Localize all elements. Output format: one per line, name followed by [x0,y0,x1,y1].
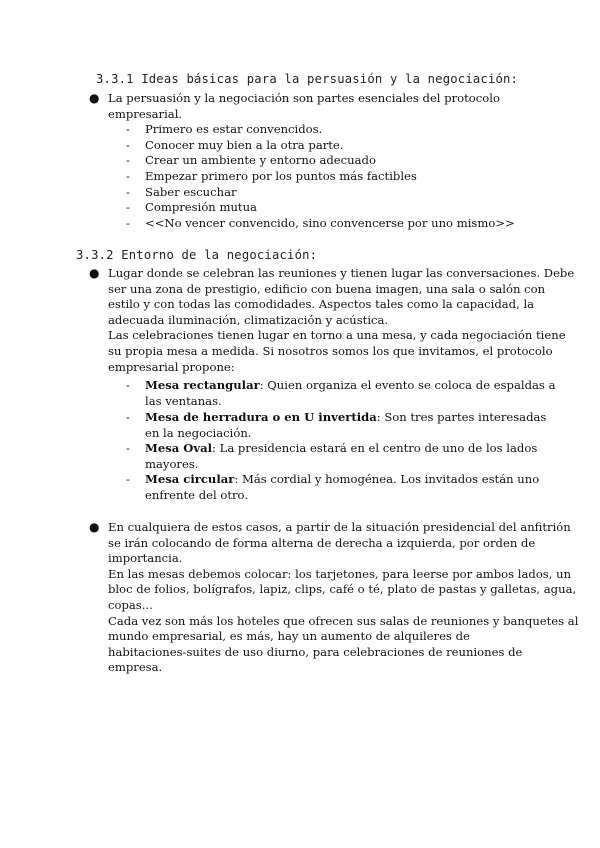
table-type-text [145,378,555,394]
bullet-icon: ● [89,91,100,105]
text-line: empresarial propone: [108,359,235,374]
table-type-desc-cont: las ventanas. [145,393,222,408]
text-line: empresarial. [108,106,183,121]
text-line: La persuasión y la negociación son partes esenciales del protocolo [108,91,500,105]
dash-marker: - [126,441,130,455]
list-item-text: Crear un ambiente y entorno adecuado [145,153,376,167]
list-item-text: <<No vencer convencido, sino convencerse por uno mismo>> [145,216,515,230]
text-line: se irán colocando de forma alterna de derecha a izquierda, por orden de [108,535,536,550]
dash-marker: - [126,378,130,392]
table-type-text [145,472,539,488]
table-type-name: Mesa Oval [145,441,213,455]
text-line: ser una zona de prestigio, edificio con buena imagen, una sala o salón con [108,281,546,296]
text-line: Lugar donde se celebran las reuniones y tienen lugar las conversaciones. Debe [108,266,575,280]
text-line: Las celebraciones tienen lugar en torno a una mesa, y cada negociación tiene [108,328,566,343]
table-type-desc-cont: mayores. [145,456,199,471]
text-line: importancia. [108,551,183,566]
dash-marker: - [126,472,130,486]
location-paragraph [108,266,575,375]
dash-marker: - [126,185,130,199]
table-type-desc: : La presidencia estará en el centro de uno de los lados [212,441,538,455]
bullet-icon: ● [89,520,100,534]
text-line: habitaciones-suites de uso diurno, para celebraciones de reuniones de [108,644,523,659]
seating-paragraph [108,520,579,676]
section-heading-ideas: 3.3.1 Ideas básicas para la persuasión y la negociación: [96,72,519,86]
list-item-text: Conocer muy bien a la otra parte. [145,138,344,152]
text-line: estilo y con todas las comodidades. Aspectos tales como la capacidad, la [108,297,535,312]
text-line: bloc de folios, bolígrafos, lapiz, clips, café o té, plato de pastas y galletas, agua, [108,582,577,597]
text-line: mundo empresarial, es más, hay un aumento de alquileres de [108,629,470,644]
table-type-text [145,410,546,426]
text-line: su propia mesa a medida. Si nosotros somos los que invitamos, el protocolo [108,343,553,358]
list-item-text: Compresión mutua [145,200,257,214]
text-line: En las mesas debemos colocar: los tarjetones, para leerse por ambos lados, un [108,566,572,581]
table-type-name: Mesa rectangular [145,378,260,392]
table-type-desc: : Son tres partes interesadas [376,410,547,424]
dash-marker: - [126,122,130,136]
bullet-icon: ● [89,266,100,280]
list-item-text: Primero es estar convencidos. [145,122,323,136]
text-line: empresa. [108,660,163,675]
table-type-text [145,441,537,457]
dash-marker: - [126,169,130,183]
table-type-name: Mesa de herradura o en U invertida [145,410,377,424]
dash-marker: - [126,410,130,424]
text-line: Cada vez son más los hoteles que ofrecen sus salas de reuniones y banquetes al [108,613,579,628]
table-type-desc-cont: en la negociación. [145,425,252,440]
intro-paragraph [108,91,538,122]
dash-marker: - [126,200,130,214]
table-type-name: Mesa circular [145,472,235,486]
list-item-text: Saber escuchar [145,185,237,199]
text-line: copas... [108,597,153,612]
dash-marker: - [126,153,130,167]
table-type-desc: : Más cordial y homogénea. Los invitados están uno [234,472,540,486]
list-item-text: Empezar primero por los puntos más factibles [145,169,417,183]
text-line: adecuada iluminación, climatización y acústica. [108,312,389,327]
section-heading-entorno: 3.3.2 Entorno de la negociación: [76,248,318,262]
table-type-desc-cont: enfrente del otro. [145,487,249,502]
dash-marker: - [126,138,130,152]
table-type-desc: : Quien organiza el evento se coloca de espaldas a [259,378,556,392]
dash-marker: - [126,216,130,230]
text-line: En cualquiera de estos casos, a partir de la situación presidencial del anfitrión [108,520,571,534]
